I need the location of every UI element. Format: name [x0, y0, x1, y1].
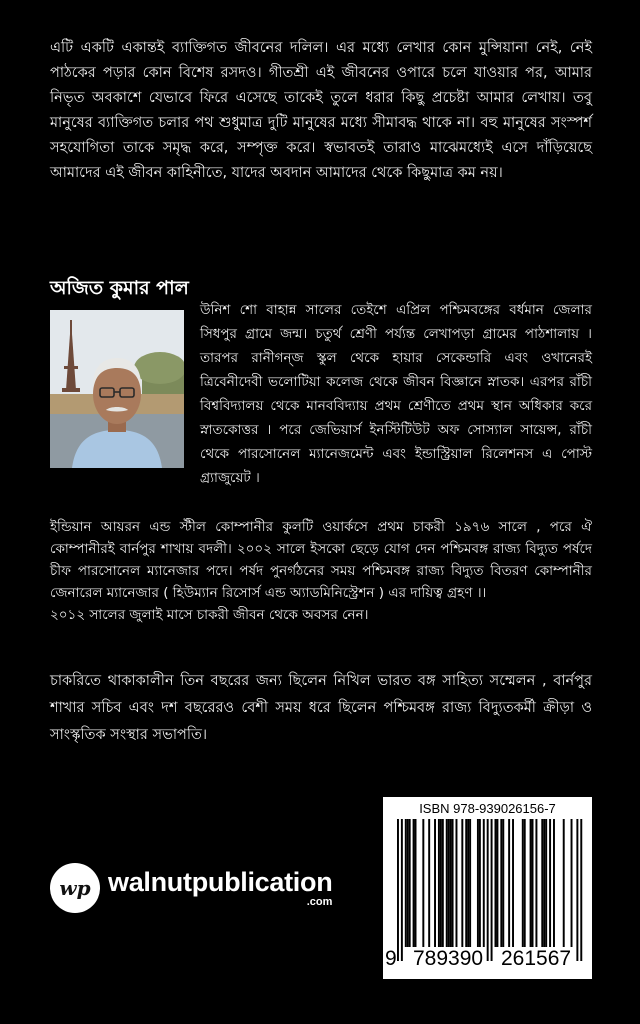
barcode-digits-right: 261567	[501, 947, 572, 970]
publisher-name: walnutpublication	[108, 866, 333, 897]
barcode-bar	[576, 819, 578, 961]
barcode-bar	[428, 819, 430, 947]
barcode-bar	[446, 819, 448, 947]
barcode-bar	[448, 819, 450, 947]
barcode-bar	[502, 819, 504, 947]
barcode-bar	[461, 819, 463, 947]
barcode-bar	[415, 819, 417, 947]
logo-monogram: wp	[59, 876, 91, 900]
intro-paragraph: এটি একটি একান্তই ব্যাক্তিগত জীবনের দলিল। এর মধ্যে লেখার কোন মুন্সিয়ানা নেই, নেই পাঠকের পড়ার কোন বিশেষ রসদও। গীতশ্রী এই জীবনের ওপারে চলে যাওয়ার পর, আমার নিভৃত অবকাশে যেভাবে ফিরে এসেছে তাকেই তুলে ধরার কিছু প্রচেষ্টা আমার লেখায়। তবু মানুষের ব্যাক্তিগত চলার পথ শুধুমাত্র দুটি মানুষের মধ্যে সীমাবদ্ধ থাকে না। বহু মানুষের সংস্পর্শ সহযোগিতা তাকে সমৃদ্ধ করে, সম্পৃক্ত করে। স্বভাবতই তারাও মাঝেমধ্যেই এসে দাঁড়িয়েছে আমাদের এই জীবন কাহিনীতে, যাদের অবদান আমাদের থেকে কিছুমাত্র কম নয়।	[50, 40, 592, 181]
barcode-digits-left: 789390	[413, 947, 484, 970]
barcode-bar	[500, 819, 502, 947]
barcode-bar	[479, 819, 481, 947]
author-name: অজিত কুমার পাল	[50, 277, 189, 299]
barcode-bar	[543, 819, 545, 947]
barcode-bar	[512, 819, 514, 947]
barcode-bar	[491, 819, 493, 961]
barcode-bar	[487, 819, 489, 961]
isbn-barcode	[383, 797, 592, 979]
barcode-bar	[524, 819, 526, 947]
barcode-bar	[467, 819, 469, 947]
barcode-bar	[477, 819, 479, 947]
barcode-bar	[452, 819, 454, 947]
barcode-bar	[422, 819, 424, 947]
barcode-bar	[530, 819, 532, 947]
barcode-bar	[495, 819, 497, 947]
isbn-label: ISBN 978-939026156-7	[419, 801, 556, 816]
author-bio-career-text: ইন্ডিয়ান আয়রন এন্ড স্টীল কোম্পানীর কুলটি ওয়ার্কসে প্রথম চাকরী ১৯৭৬ সালে , পরে ঐ কোম্পানীরই বার্নপুর শাখায় বদলী। ২০০২ সালে ইসকো ছেড়ে যোগ দেন পশ্চিমবঙ্গ রাজ্য বিদ্যুত পর্ষদে চীফ পারসোনেল ম্যানেজার পদে। পর্ষদ পুনর্গঠনের সময় পশ্চিমবঙ্গ রাজ্য বিদ্যুত বিতরণ কোম্পানীর জেনারেল ম্যানেজার ( হিউম্যান রিসোর্স এন্ড অ্যাডমিনিস্ট্রেশন ) এর দায়িত্ব গ্রহণ ।।	[50, 519, 592, 601]
barcode-bar	[532, 819, 534, 947]
publisher-wordmark	[108, 866, 333, 908]
barcode-bar	[535, 819, 537, 947]
barcode-bar	[440, 819, 442, 947]
walnut-logo-icon	[50, 863, 100, 913]
author-photo	[50, 310, 184, 468]
barcode-bar	[571, 819, 573, 947]
barcode-bar	[450, 819, 452, 947]
barcode-bar	[496, 819, 498, 947]
author-bio-activities: চাকরিতে থাকাকালীন তিন বছরের জন্য ছিলেন নিখিল ভারত বঙ্গ সাহিত্য সম্মেলন , বার্নপুর শাখার সচিব এবং দশ বছরেরও বেশী সময় ধরে ছিলেন পশ্চিমবঙ্গ রাজ্য বিদ্যুতকর্মী ক্রীড়া ও সাংস্কৃতিক সংস্থার সভাপতি।	[50, 673, 592, 743]
author-bio-retirement: ২০১২ সালের জুলাই মাসে চাকরী জীবন থেকে অবসর নেন।	[50, 607, 369, 623]
barcode-bar	[483, 819, 485, 947]
barcode-bar	[553, 819, 555, 947]
barcode-digit-lead: 9	[385, 947, 397, 970]
barcode-bar	[549, 819, 551, 947]
author-bio-career	[50, 516, 592, 626]
barcode-bar	[580, 819, 582, 961]
barcode-bar	[508, 819, 510, 947]
barcode-bar	[413, 819, 415, 947]
barcode-bar	[541, 819, 543, 947]
author-bio-education: উনিশ শো বাহান্ন সালের তেইশে এপ্রিল পশ্চিমবঙ্গের বর্ধমান জেলার সিধপুর গ্রামে জন্ম। চতুর্থ শ্রেণী পর্য্যন্ত লেখাপড়া গ্রামের পাঠশালায় । তারপর রানীগন্জ স্কুল থেকে হায়ার সেকেন্ডারি এবং ওখানেরই ত্রিবেনীদেবী ভলোটিয়া কলেজ থেকে জীবন বিজ্ঞানে স্নাতক। এরপর রাঁচী বিশ্ববিদ্যালয় থেকে মানববিদ্যায় প্রথম শ্রেণীতে প্রথম স্থান অধিকার করে স্নাতকোত্তর । পরে জেভিয়ার্স ইনস্টিটিউট অফ সোস্যাল সায়েন্স, রাঁচী থেকে পারসোনেল ম্যানেজমেন্ট এবং ইন্ডাস্ট্রিয়াল রিলেশনস এ পোস্ট গ্র্যাজুয়েট ।	[200, 302, 592, 486]
barcode-bar	[465, 819, 467, 947]
publisher-brand	[50, 858, 332, 918]
barcode-bar	[563, 819, 565, 947]
barcode-bar	[405, 819, 407, 947]
publisher-domain: .com	[306, 895, 333, 908]
barcode-bar	[397, 819, 399, 961]
barcode-bar	[545, 819, 547, 947]
barcode-bar	[401, 819, 403, 961]
barcode-bar	[442, 819, 444, 947]
barcode-bar	[407, 819, 409, 947]
barcode-bar	[438, 819, 440, 947]
barcode-bar	[434, 819, 436, 947]
barcode-bar	[522, 819, 524, 947]
barcode-bar	[469, 819, 471, 947]
barcode-bar	[456, 819, 458, 947]
barcode-bar	[409, 819, 411, 947]
